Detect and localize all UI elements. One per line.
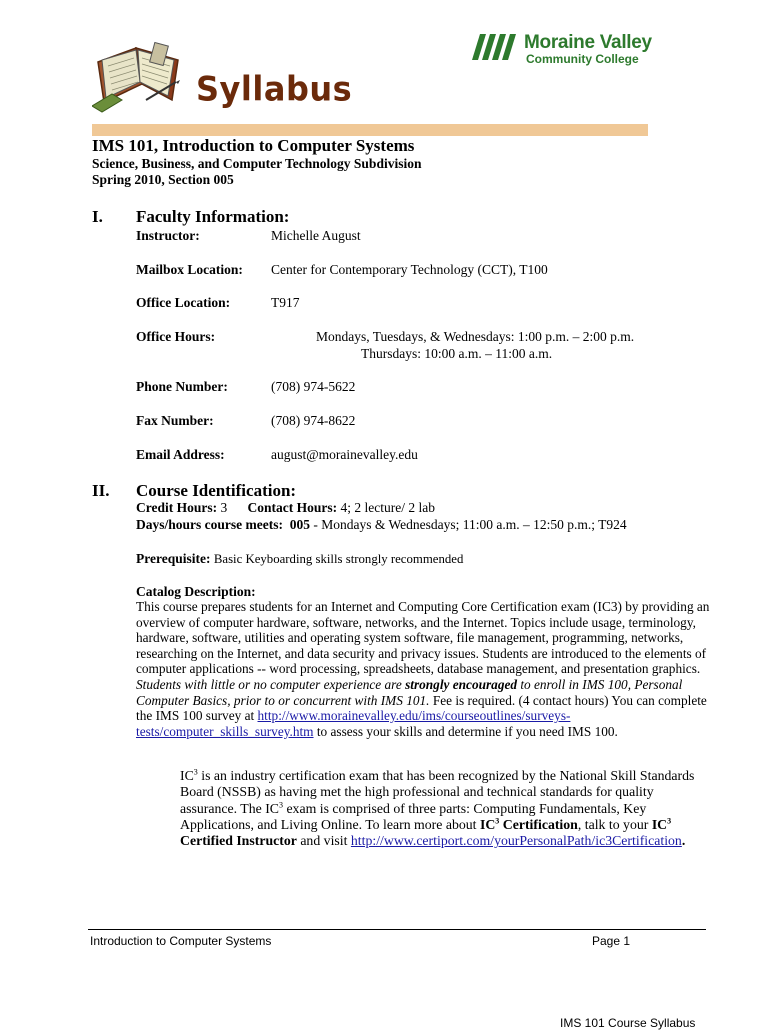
credit-hours-value: 3 (220, 500, 228, 515)
ic3-text: IC (651, 816, 668, 832)
ic3-period: . (681, 833, 686, 849)
section-number: I. (92, 207, 103, 226)
ic3-text4: and visit (300, 833, 348, 849)
header-bar (92, 124, 648, 136)
term: Spring 2010, Section 005 (92, 172, 234, 187)
prerequisite-label: Prerequisite: (136, 551, 211, 566)
catalog-italic-a: Students with little or no computer experience are (136, 676, 402, 692)
next-page-header: IMS 101 Course Syllabus (560, 1016, 696, 1030)
certiport-link[interactable]: http://www.certiport.com/yourPersonalPath/ic3Certification (350, 833, 682, 849)
office-hours-label: Office Hours: (136, 329, 216, 344)
ic3-sup: 3 (495, 816, 500, 826)
credit-hours-line (136, 500, 435, 516)
ic3-text1: is an industry certification exam that has been recognized by the National Skill Standards Board (NSSB) as having met the high professional and technical standards for quality assurance. The (180, 768, 695, 816)
ic3-text3: , talk to your (577, 816, 649, 832)
credit-hours-label: Credit Hours: (136, 500, 218, 515)
phone-value: (708) 974-5622 (271, 379, 356, 394)
catalog-description (136, 599, 711, 739)
days-section: 005 (289, 517, 310, 532)
page-number: Page 1 (592, 934, 631, 948)
logo-mark-icon (470, 32, 518, 62)
ic3-certification: Certification (502, 816, 578, 832)
logo-subname: Community College (526, 52, 639, 66)
email-label: Email Address: (136, 447, 225, 462)
ic3-text2: exam is comprised of three parts: Computing Fundamentals, Key Applications, and Living Online. To learn more about (180, 800, 647, 832)
contact-hours-label: Contact Hours: (247, 500, 338, 515)
catalog-strong: strongly encouraged (405, 676, 518, 692)
section-number: II. (92, 481, 110, 500)
ic3-text: IC (180, 768, 194, 783)
instructor-value: Michelle August (271, 228, 361, 243)
catalog-tail: to assess your skills and determine if you need IMS 100. (316, 723, 618, 739)
course-title: IMS 101, Introduction to Computer Systems (92, 136, 415, 155)
fax-label: Fax Number: (136, 413, 214, 428)
catalog-heading (136, 584, 256, 600)
catalog-text: This course prepares students for an Internet and Computing Core Certification exam (IC3) by providing an overview of computer hardware, software, networks, and the Internet. Topics include usage, terminology, hardware, software, utilities and operating system software, file management, programming, networks, researching on the Internet, and data security and privacy issues. Students are introduced to the elements of computer applications -- word processing, spreadsheets, database management, and presentation graphics. (136, 599, 710, 677)
mailbox-label: Mailbox Location: (136, 262, 243, 277)
logo-name: Moraine Valley (524, 32, 652, 53)
ic3-sup: 3 (667, 816, 672, 826)
mailbox-value: Center for Contemporary Technology (CCT), T100 (271, 262, 548, 277)
days-label: Days/hours course meets: (136, 517, 283, 532)
ic3-sup: 3 (193, 767, 198, 777)
days-value: - Mondays & Wednesdays; 11:00 a.m. – 12:50 p.m.; T924 (313, 517, 627, 532)
email-value: august@morainevalley.edu (271, 447, 418, 462)
ic3-text: IC (265, 800, 279, 816)
days-line (136, 517, 627, 533)
book-illustration (92, 40, 184, 114)
ic3-text: IC (479, 816, 496, 832)
ic3-instructor: Certified Instructor (180, 833, 297, 849)
catalog-label: Catalog Description: (136, 584, 256, 599)
ic3-sup: 3 (278, 800, 283, 809)
ic3-paragraph (180, 768, 700, 849)
office-location-value: T917 (271, 295, 300, 310)
survey-link[interactable]: http://www.morainevalley.edu/ims/courseoutlines/surveys-tests/computer_skills_survey.htm (136, 708, 571, 739)
footer-divider (88, 929, 706, 930)
instructor-label: Instructor: (136, 228, 200, 243)
college-logo (470, 30, 660, 72)
fax-value: (708) 974-8622 (271, 413, 356, 428)
catalog-fee: Fee is required. (4 contact hours) You can complete the IMS 100 survey at (136, 692, 707, 724)
subdivision: Science, Business, and Computer Technology Subdivision (92, 156, 422, 171)
section-title: Course Identification: (136, 481, 297, 500)
phone-label: Phone Number: (136, 379, 228, 394)
section-title: Faculty Information: (136, 207, 290, 226)
office-hours-value: Mondays, Tuesdays, & Wednesdays: 1:00 p.m. – 2:00 p.m. (316, 329, 635, 344)
footer-title: Introduction to Computer Systems (90, 934, 272, 948)
prerequisite-value: Basic Keyboarding skills strongly recommended (213, 552, 464, 566)
office-hours-value-2: Thursdays: 10:00 a.m. – 11:00 a.m. (361, 346, 553, 361)
office-location-label: Office Location: (136, 295, 231, 310)
contact-hours-value: 4; 2 lecture/ 2 lab (340, 500, 435, 515)
syllabus-heading: Syllabus (196, 69, 353, 109)
catalog-italic-b: to enroll in IMS 100, Personal Computer Basics, prior to or concurrent with IMS 101. (136, 676, 683, 708)
prerequisite-line (136, 551, 463, 567)
